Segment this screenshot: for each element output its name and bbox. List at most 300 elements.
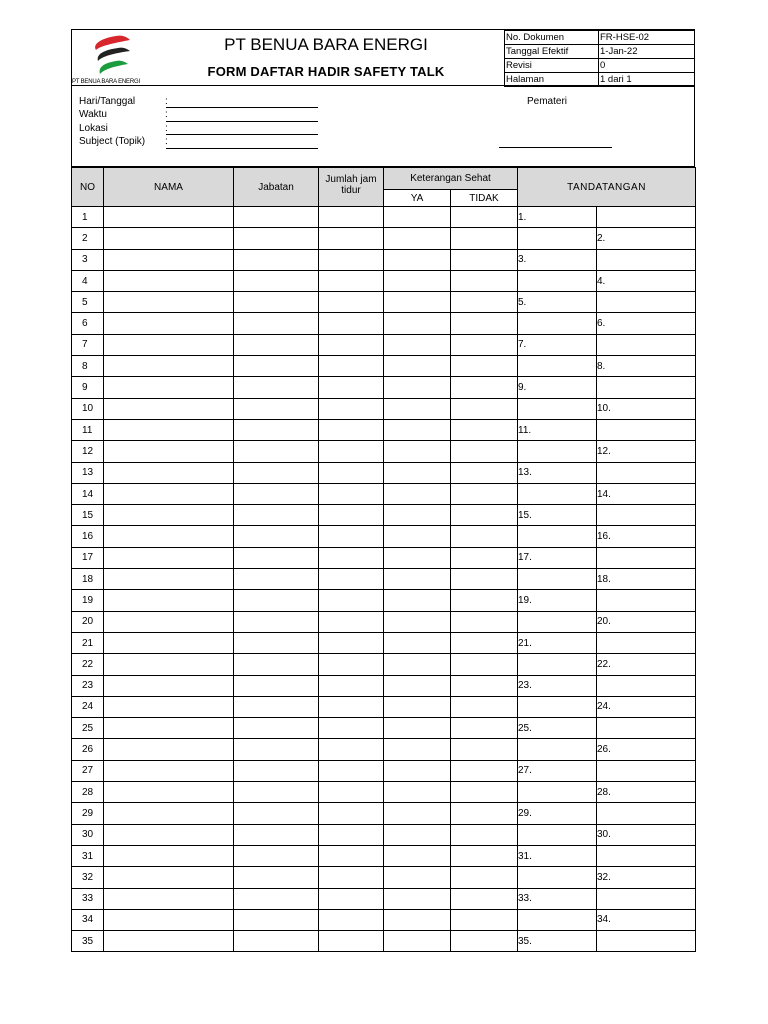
ya-cell[interactable]	[384, 931, 451, 952]
tidak-cell[interactable]	[451, 696, 518, 717]
nama-cell[interactable]	[104, 824, 234, 845]
jumlah-jam-cell[interactable]	[319, 483, 384, 504]
signature-cell-left[interactable]	[518, 398, 597, 419]
table-row	[72, 909, 696, 930]
ya-cell[interactable]	[384, 462, 451, 483]
jabatan-cell[interactable]	[234, 590, 319, 611]
jabatan-cell[interactable]	[234, 547, 319, 568]
info-section	[71, 85, 695, 167]
tidak-cell[interactable]	[451, 292, 518, 313]
jumlah-jam-cell[interactable]	[319, 718, 384, 739]
tidak-cell[interactable]	[451, 249, 518, 270]
signature-cell-left[interactable]: 9.	[518, 377, 597, 398]
tidak-cell[interactable]	[451, 803, 518, 824]
ya-cell[interactable]	[384, 824, 451, 845]
jumlah-jam-cell[interactable]	[319, 419, 384, 440]
signature-cell-left[interactable]: 35.	[518, 931, 597, 952]
table-row	[72, 696, 696, 717]
table-row	[72, 611, 696, 632]
signature-cell-right[interactable]	[597, 207, 696, 228]
jabatan-cell[interactable]	[234, 334, 319, 355]
signature-cell-right[interactable]: 28.	[597, 782, 696, 803]
jabatan-cell[interactable]	[234, 803, 319, 824]
row-number: 16	[72, 526, 104, 547]
signature-cell-right[interactable]	[597, 292, 696, 313]
signature-cell-right[interactable]	[597, 462, 696, 483]
signature-cell-right[interactable]	[597, 377, 696, 398]
ya-cell[interactable]	[384, 654, 451, 675]
nama-cell[interactable]	[104, 803, 234, 824]
nama-cell[interactable]	[104, 845, 234, 866]
table-row	[72, 803, 696, 824]
signature-cell-left[interactable]: 15.	[518, 505, 597, 526]
jabatan-cell[interactable]	[234, 313, 319, 334]
nama-cell[interactable]	[104, 654, 234, 675]
signature-cell-left[interactable]	[518, 611, 597, 632]
tidak-cell[interactable]	[451, 334, 518, 355]
signature-cell-left[interactable]	[518, 483, 597, 504]
nama-cell[interactable]	[104, 888, 234, 909]
table-row	[72, 654, 696, 675]
row-number: 30	[72, 824, 104, 845]
row-number: 11	[72, 419, 104, 440]
ya-cell[interactable]	[384, 356, 451, 377]
nama-cell[interactable]	[104, 718, 234, 739]
signature-cell-right[interactable]	[597, 632, 696, 653]
jabatan-cell[interactable]	[234, 526, 319, 547]
signature-cell-left[interactable]: 13.	[518, 462, 597, 483]
field-label-hari-tanggal: Hari/Tanggal	[79, 96, 136, 107]
signature-cell-left[interactable]: 23.	[518, 675, 597, 696]
tidak-cell[interactable]	[451, 377, 518, 398]
tidak-cell[interactable]	[451, 867, 518, 888]
header-tandatangan: TANDATANGAN	[518, 168, 696, 207]
signature-cell-left[interactable]	[518, 270, 597, 291]
signature-cell-right[interactable]: 16.	[597, 526, 696, 547]
jumlah-jam-cell[interactable]	[319, 377, 384, 398]
signature-cell-left[interactable]: 29.	[518, 803, 597, 824]
nama-cell[interactable]	[104, 526, 234, 547]
signature-cell-right[interactable]	[597, 547, 696, 568]
row-number: 4	[72, 270, 104, 291]
signature-cell-right[interactable]	[597, 803, 696, 824]
tidak-cell[interactable]	[451, 270, 518, 291]
jumlah-jam-cell[interactable]	[319, 270, 384, 291]
tidak-cell[interactable]	[451, 718, 518, 739]
jabatan-cell[interactable]	[234, 228, 319, 249]
nama-cell[interactable]	[104, 867, 234, 888]
tidak-cell[interactable]	[451, 547, 518, 568]
waktu-input-line[interactable]	[166, 121, 318, 122]
jumlah-jam-cell[interactable]	[319, 654, 384, 675]
signature-cell-right[interactable]	[597, 334, 696, 355]
signature-cell-left[interactable]	[518, 356, 597, 377]
tidak-cell[interactable]	[451, 483, 518, 504]
jabatan-cell[interactable]	[234, 398, 319, 419]
jabatan-cell[interactable]	[234, 696, 319, 717]
jabatan-cell[interactable]	[234, 249, 319, 270]
header-keterangan-sehat: Keterangan Sehat	[384, 168, 518, 190]
jabatan-cell[interactable]	[234, 419, 319, 440]
ya-cell[interactable]	[384, 611, 451, 632]
nama-cell[interactable]	[104, 931, 234, 952]
nama-cell[interactable]	[104, 569, 234, 590]
ya-cell[interactable]	[384, 696, 451, 717]
signature-cell-left[interactable]: 31.	[518, 845, 597, 866]
signature-cell-left[interactable]: 5.	[518, 292, 597, 313]
signature-cell-left[interactable]: 21.	[518, 632, 597, 653]
meta-row	[505, 45, 695, 59]
tidak-cell[interactable]	[451, 909, 518, 930]
nama-cell[interactable]	[104, 760, 234, 781]
signature-cell-left[interactable]	[518, 696, 597, 717]
header-jabatan: Jabatan	[234, 168, 319, 207]
jabatan-cell[interactable]	[234, 207, 319, 228]
jumlah-jam-cell[interactable]	[319, 739, 384, 760]
ya-cell[interactable]	[384, 207, 451, 228]
jabatan-cell[interactable]	[234, 483, 319, 504]
table-row	[72, 569, 696, 590]
ya-cell[interactable]	[384, 398, 451, 419]
jumlah-jam-cell[interactable]	[319, 782, 384, 803]
signature-cell-left[interactable]	[518, 654, 597, 675]
meta-value: 0	[599, 59, 695, 73]
tidak-cell[interactable]	[451, 845, 518, 866]
signature-cell-right[interactable]: 10.	[597, 398, 696, 419]
pemateri-label: Pemateri	[527, 96, 568, 107]
ya-cell[interactable]	[384, 569, 451, 590]
signature-cell-right[interactable]: 24.	[597, 696, 696, 717]
nama-cell[interactable]	[104, 313, 234, 334]
tidak-cell[interactable]	[451, 505, 518, 526]
signature-cell-left[interactable]: 3.	[518, 249, 597, 270]
signature-cell-right[interactable]	[597, 931, 696, 952]
jumlah-jam-cell[interactable]	[319, 931, 384, 952]
signature-cell-right[interactable]: 6.	[597, 313, 696, 334]
row-number: 18	[72, 569, 104, 590]
signature-cell-left[interactable]: 19.	[518, 590, 597, 611]
ya-cell[interactable]	[384, 867, 451, 888]
nama-cell[interactable]	[104, 292, 234, 313]
signature-cell-left[interactable]	[518, 909, 597, 930]
nama-cell[interactable]	[104, 483, 234, 504]
nama-cell[interactable]	[104, 505, 234, 526]
ya-cell[interactable]	[384, 888, 451, 909]
signature-cell-right[interactable]: 22.	[597, 654, 696, 675]
ya-cell[interactable]	[384, 803, 451, 824]
header-tidak: TIDAK	[451, 190, 518, 207]
nama-cell[interactable]	[104, 441, 234, 462]
jumlah-jam-cell[interactable]	[319, 228, 384, 249]
tidak-cell[interactable]	[451, 931, 518, 952]
nama-cell[interactable]	[104, 632, 234, 653]
signature-cell-right[interactable]	[597, 249, 696, 270]
jabatan-cell[interactable]	[234, 888, 319, 909]
ya-cell[interactable]	[384, 590, 451, 611]
tidak-cell[interactable]	[451, 782, 518, 803]
row-number: 23	[72, 675, 104, 696]
tidak-cell[interactable]	[451, 419, 518, 440]
ya-cell[interactable]	[384, 441, 451, 462]
signature-cell-right[interactable]: 34.	[597, 909, 696, 930]
signature-cell-right[interactable]	[597, 845, 696, 866]
form-title: FORM DAFTAR HADIR SAFETY TALK	[207, 64, 445, 79]
tidak-cell[interactable]	[451, 739, 518, 760]
jumlah-jam-cell[interactable]	[319, 313, 384, 334]
hari-tanggal-input-line[interactable]	[166, 107, 318, 108]
signature-cell-right[interactable]: 26.	[597, 739, 696, 760]
jumlah-jam-cell[interactable]	[319, 867, 384, 888]
meta-key: Revisi	[505, 59, 599, 73]
tidak-cell[interactable]	[451, 569, 518, 590]
nama-cell[interactable]	[104, 696, 234, 717]
jumlah-jam-cell[interactable]	[319, 441, 384, 462]
jabatan-cell[interactable]	[234, 270, 319, 291]
ya-cell[interactable]	[384, 909, 451, 930]
meta-key: Tanggal Efektif	[505, 45, 599, 59]
signature-cell-left[interactable]	[518, 228, 597, 249]
jumlah-jam-cell[interactable]	[319, 249, 384, 270]
nama-cell[interactable]	[104, 398, 234, 419]
nama-cell[interactable]	[104, 356, 234, 377]
jabatan-cell[interactable]	[234, 718, 319, 739]
tidak-cell[interactable]	[451, 462, 518, 483]
signature-cell-left[interactable]: 1.	[518, 207, 597, 228]
jabatan-cell[interactable]	[234, 505, 319, 526]
jabatan-cell[interactable]	[234, 654, 319, 675]
jumlah-jam-cell[interactable]	[319, 888, 384, 909]
jabatan-cell[interactable]	[234, 931, 319, 952]
jumlah-jam-cell[interactable]	[319, 505, 384, 526]
header-no: NO	[72, 168, 104, 207]
title-box	[148, 30, 504, 86]
row-number: 20	[72, 611, 104, 632]
ya-cell[interactable]	[384, 505, 451, 526]
signature-cell-left[interactable]: 27.	[518, 760, 597, 781]
jumlah-jam-cell[interactable]	[319, 207, 384, 228]
jumlah-jam-cell[interactable]	[319, 334, 384, 355]
ya-cell[interactable]	[384, 675, 451, 696]
signature-cell-left[interactable]: 7.	[518, 334, 597, 355]
jumlah-jam-cell[interactable]	[319, 292, 384, 313]
tidak-cell[interactable]	[451, 526, 518, 547]
jabatan-cell[interactable]	[234, 441, 319, 462]
tidak-cell[interactable]	[451, 824, 518, 845]
jumlah-jam-cell[interactable]	[319, 632, 384, 653]
lokasi-input-line[interactable]	[166, 134, 318, 135]
tidak-cell[interactable]	[451, 590, 518, 611]
tidak-cell[interactable]	[451, 760, 518, 781]
jumlah-jam-cell[interactable]	[319, 675, 384, 696]
signature-cell-right[interactable]: 18.	[597, 569, 696, 590]
signature-cell-right[interactable]	[597, 505, 696, 526]
table-row	[72, 292, 696, 313]
nama-cell[interactable]	[104, 909, 234, 930]
nama-cell[interactable]	[104, 228, 234, 249]
tidak-cell[interactable]	[451, 313, 518, 334]
tidak-cell[interactable]	[451, 632, 518, 653]
jabatan-cell[interactable]	[234, 760, 319, 781]
signature-cell-right[interactable]: 8.	[597, 356, 696, 377]
tidak-cell[interactable]	[451, 675, 518, 696]
ya-cell[interactable]	[384, 782, 451, 803]
form-sheet	[71, 29, 695, 952]
jabatan-cell[interactable]	[234, 675, 319, 696]
signature-cell-left[interactable]: 17.	[518, 547, 597, 568]
nama-cell[interactable]	[104, 249, 234, 270]
jabatan-cell[interactable]	[234, 611, 319, 632]
ya-cell[interactable]	[384, 526, 451, 547]
header-nama: NAMA	[104, 168, 234, 207]
row-number: 15	[72, 505, 104, 526]
jabatan-cell[interactable]	[234, 739, 319, 760]
signature-cell-right[interactable]: 30.	[597, 824, 696, 845]
tidak-cell[interactable]	[451, 228, 518, 249]
row-number: 14	[72, 483, 104, 504]
table-row	[72, 462, 696, 483]
nama-cell[interactable]	[104, 207, 234, 228]
nama-cell[interactable]	[104, 739, 234, 760]
signature-cell-left[interactable]	[518, 824, 597, 845]
signature-cell-right[interactable]: 14.	[597, 483, 696, 504]
signature-cell-right[interactable]	[597, 675, 696, 696]
jumlah-jam-cell[interactable]	[319, 845, 384, 866]
signature-cell-right[interactable]: 12.	[597, 441, 696, 462]
ya-cell[interactable]	[384, 228, 451, 249]
tidak-cell[interactable]	[451, 356, 518, 377]
ya-cell[interactable]	[384, 292, 451, 313]
nama-cell[interactable]	[104, 334, 234, 355]
jumlah-jam-cell[interactable]	[319, 909, 384, 930]
jumlah-jam-cell[interactable]	[319, 356, 384, 377]
signature-cell-right[interactable]	[597, 760, 696, 781]
signature-cell-left[interactable]	[518, 782, 597, 803]
signature-cell-left[interactable]	[518, 739, 597, 760]
ya-cell[interactable]	[384, 249, 451, 270]
ya-cell[interactable]	[384, 313, 451, 334]
jabatan-cell[interactable]	[234, 845, 319, 866]
jabatan-cell[interactable]	[234, 377, 319, 398]
signature-cell-left[interactable]	[518, 526, 597, 547]
ya-cell[interactable]	[384, 483, 451, 504]
ya-cell[interactable]	[384, 419, 451, 440]
jabatan-cell[interactable]	[234, 909, 319, 930]
table-row	[72, 867, 696, 888]
document-meta-table	[504, 30, 695, 87]
jumlah-jam-cell[interactable]	[319, 760, 384, 781]
field-label-waktu: Waktu	[79, 109, 107, 120]
jabatan-cell[interactable]	[234, 356, 319, 377]
signature-cell-right[interactable]: 4.	[597, 270, 696, 291]
ya-cell[interactable]	[384, 718, 451, 739]
tidak-cell[interactable]	[451, 611, 518, 632]
nama-cell[interactable]	[104, 547, 234, 568]
ya-cell[interactable]	[384, 845, 451, 866]
field-colon: :	[165, 96, 168, 107]
ya-cell[interactable]	[384, 547, 451, 568]
document-header	[71, 29, 695, 85]
table-row	[72, 207, 696, 228]
nama-cell[interactable]	[104, 611, 234, 632]
jabatan-cell[interactable]	[234, 292, 319, 313]
signature-cell-right[interactable]: 32.	[597, 867, 696, 888]
signature-cell-right[interactable]	[597, 718, 696, 739]
jumlah-jam-cell[interactable]	[319, 462, 384, 483]
signature-cell-left[interactable]	[518, 569, 597, 590]
tidak-cell[interactable]	[451, 441, 518, 462]
jumlah-jam-cell[interactable]	[319, 696, 384, 717]
nama-cell[interactable]	[104, 270, 234, 291]
ya-cell[interactable]	[384, 760, 451, 781]
logo-flame-icon	[86, 32, 136, 78]
tidak-cell[interactable]	[451, 207, 518, 228]
signature-cell-left[interactable]	[518, 441, 597, 462]
tidak-cell[interactable]	[451, 398, 518, 419]
row-number: 2	[72, 228, 104, 249]
pemateri-signature-line[interactable]	[499, 147, 612, 148]
table-row	[72, 249, 696, 270]
jumlah-jam-cell[interactable]	[319, 547, 384, 568]
jumlah-jam-cell[interactable]	[319, 803, 384, 824]
ya-cell[interactable]	[384, 739, 451, 760]
signature-cell-left[interactable]: 25.	[518, 718, 597, 739]
table-row	[72, 334, 696, 355]
signature-cell-left[interactable]: 11.	[518, 419, 597, 440]
jumlah-jam-cell[interactable]	[319, 569, 384, 590]
signature-cell-right[interactable]	[597, 590, 696, 611]
field-colon: :	[165, 109, 168, 120]
nama-cell[interactable]	[104, 590, 234, 611]
jabatan-cell[interactable]	[234, 462, 319, 483]
nama-cell[interactable]	[104, 419, 234, 440]
ya-cell[interactable]	[384, 632, 451, 653]
signature-cell-right[interactable]	[597, 888, 696, 909]
table-row	[72, 313, 696, 334]
jabatan-cell[interactable]	[234, 632, 319, 653]
jumlah-jam-cell[interactable]	[319, 526, 384, 547]
jumlah-jam-cell[interactable]	[319, 590, 384, 611]
nama-cell[interactable]	[104, 462, 234, 483]
jabatan-cell[interactable]	[234, 867, 319, 888]
nama-cell[interactable]	[104, 675, 234, 696]
tidak-cell[interactable]	[451, 888, 518, 909]
signature-cell-right[interactable]	[597, 419, 696, 440]
signature-cell-right[interactable]: 2.	[597, 228, 696, 249]
jabatan-cell[interactable]	[234, 569, 319, 590]
signature-cell-left[interactable]: 33.	[518, 888, 597, 909]
meta-key: No. Dokumen	[505, 31, 599, 45]
tidak-cell[interactable]	[451, 654, 518, 675]
table-row	[72, 888, 696, 909]
nama-cell[interactable]	[104, 377, 234, 398]
jabatan-cell[interactable]	[234, 782, 319, 803]
jumlah-jam-cell[interactable]	[319, 824, 384, 845]
jumlah-jam-cell[interactable]	[319, 611, 384, 632]
meta-value: 1 dari 1	[599, 73, 695, 87]
signature-cell-left[interactable]	[518, 867, 597, 888]
subject-input-line[interactable]	[166, 148, 318, 149]
ya-cell[interactable]	[384, 334, 451, 355]
meta-value: 1-Jan-22	[599, 45, 695, 59]
meta-row	[505, 31, 695, 45]
ya-cell[interactable]	[384, 270, 451, 291]
ya-cell[interactable]	[384, 377, 451, 398]
signature-cell-right[interactable]: 20.	[597, 611, 696, 632]
signature-cell-left[interactable]	[518, 313, 597, 334]
jabatan-cell[interactable]	[234, 824, 319, 845]
jumlah-jam-cell[interactable]	[319, 398, 384, 419]
nama-cell[interactable]	[104, 782, 234, 803]
